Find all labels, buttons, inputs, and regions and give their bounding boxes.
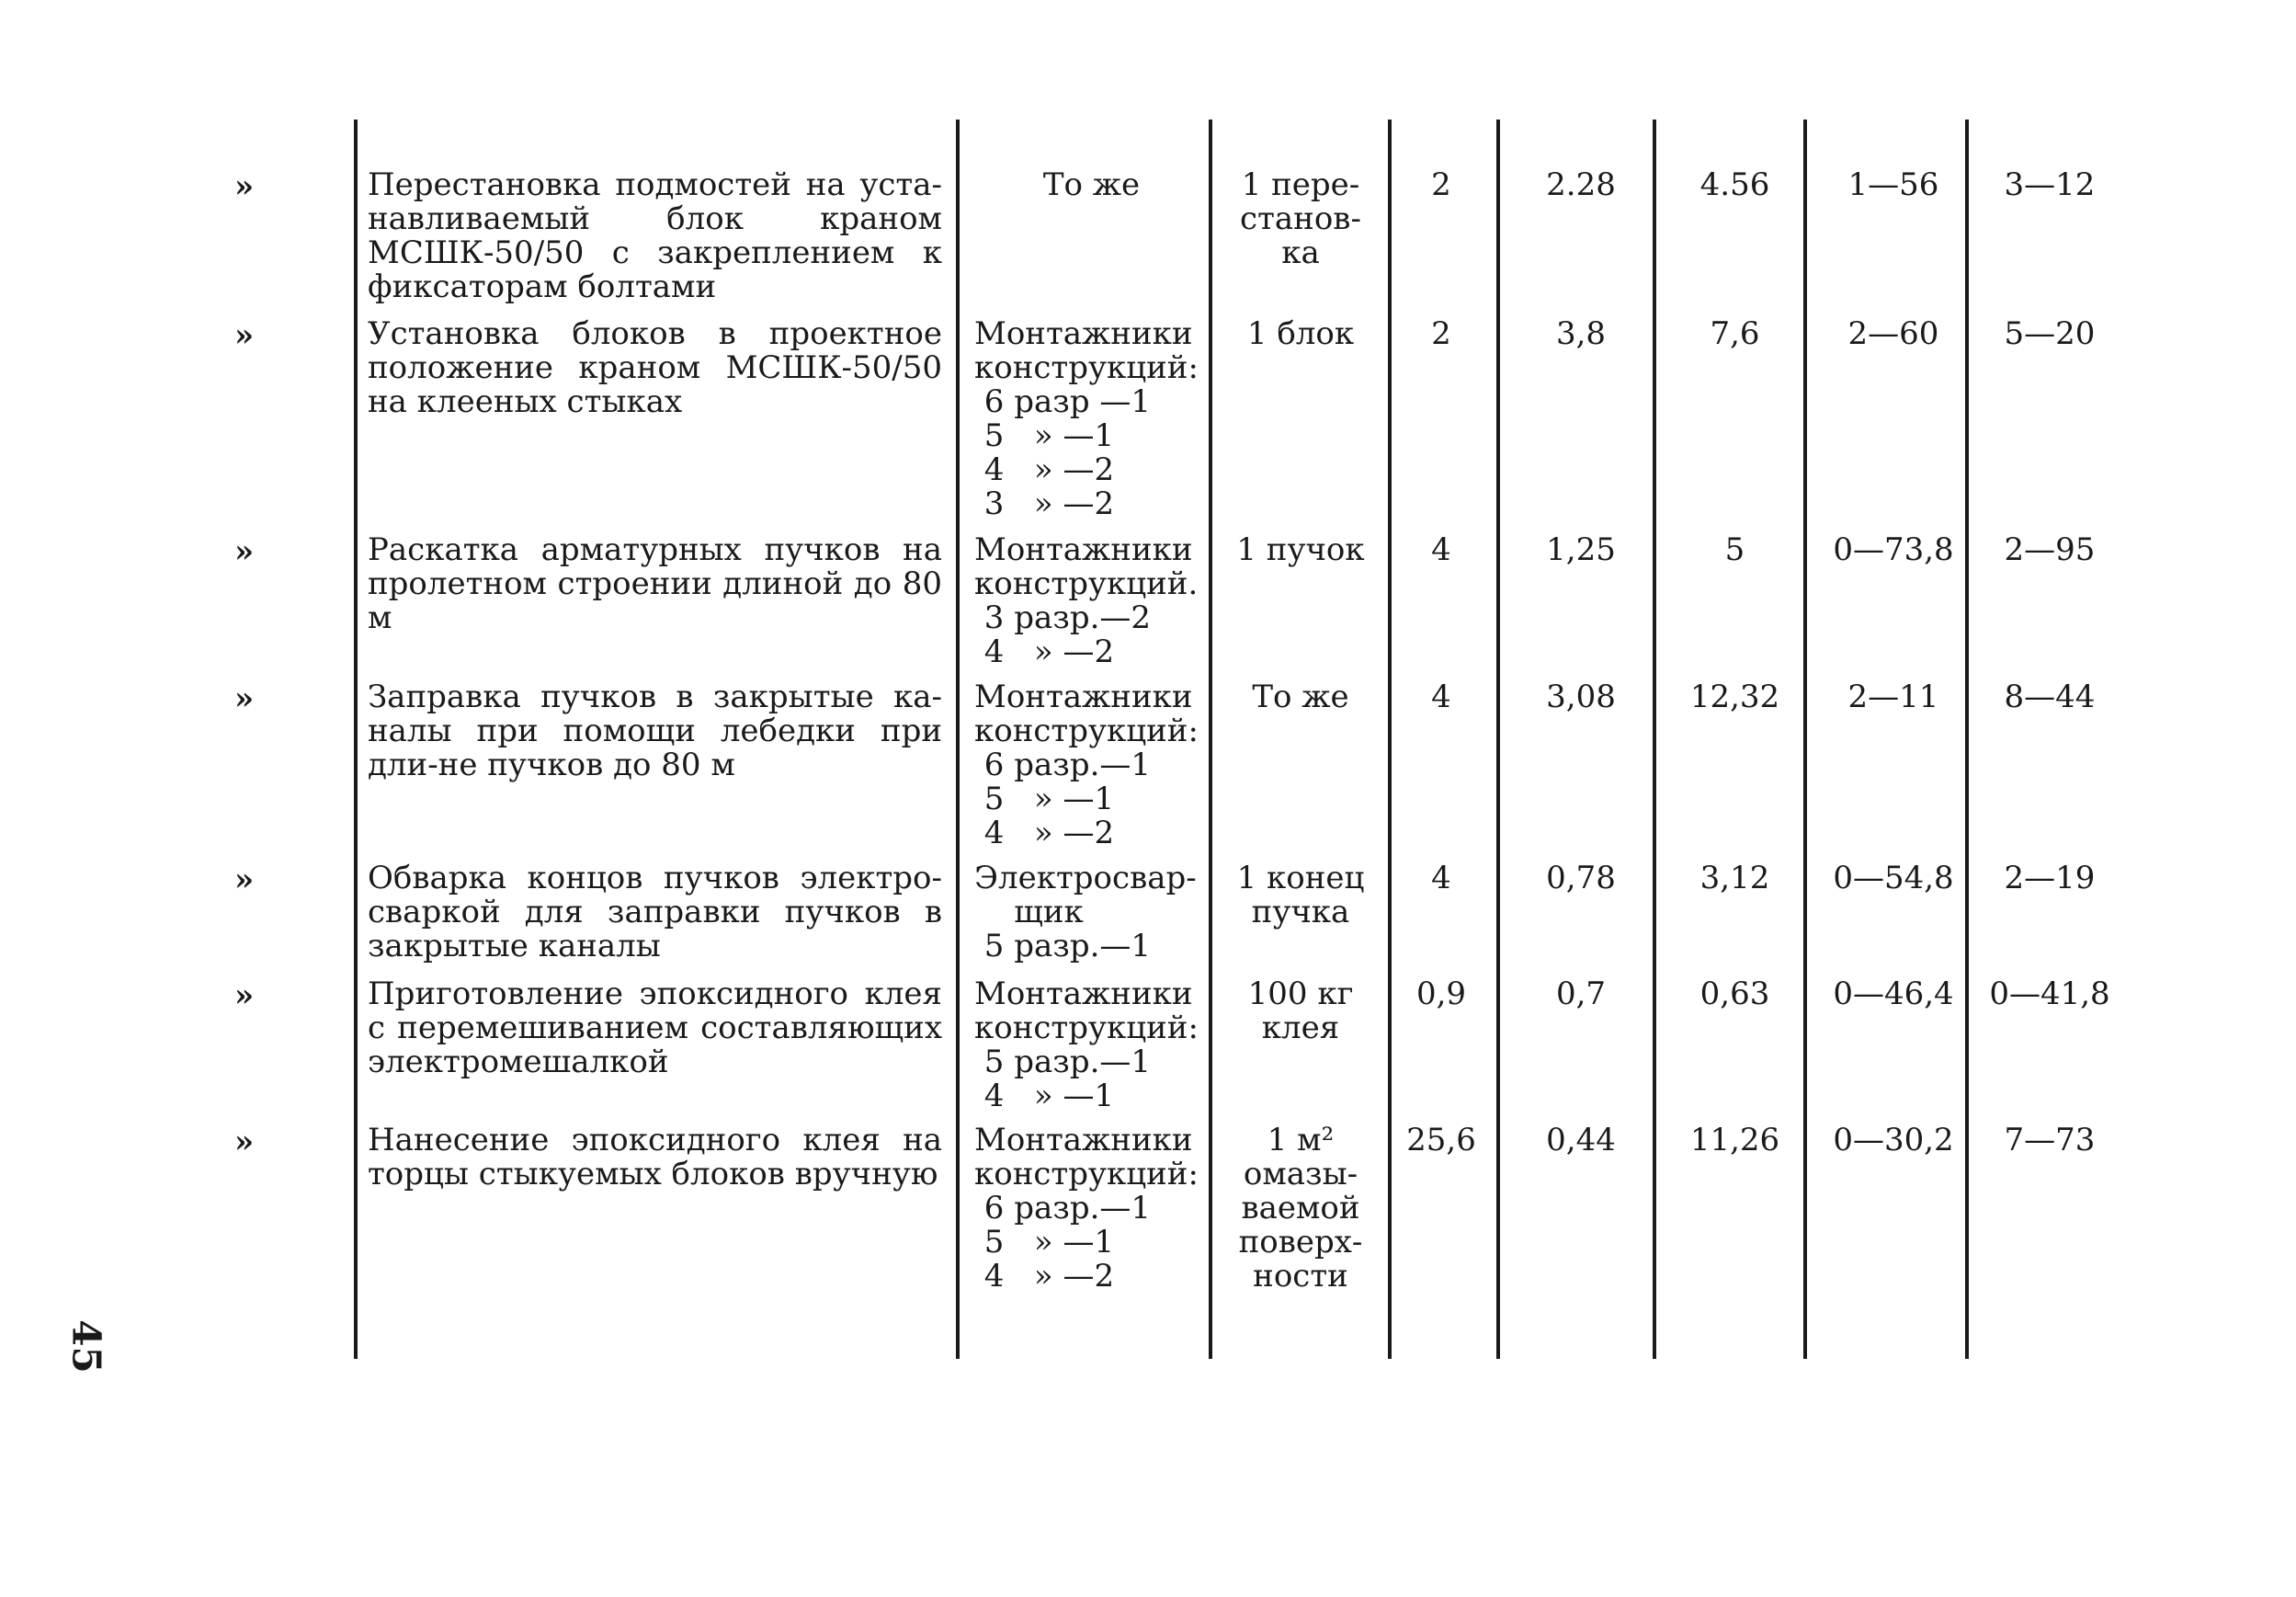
worker-composition: Монтажники конструкций. 3 разр.—2 4 » —2	[974, 531, 1199, 670]
work-description: Перестановка подмостей на уста-навливаемый блок краном МСШК-50/50 с закреплением к фиксаторам болтами	[368, 166, 942, 305]
work-description: Приготовление эпоксидного клея с перемешиванием составляющих электромешалкой	[368, 975, 942, 1080]
value-4: 2—11	[1847, 679, 1939, 715]
value-1: 2	[1431, 166, 1451, 203]
value-5: 2—95	[2004, 531, 2096, 568]
value-5: 3—12	[2004, 166, 2096, 203]
worker-composition: Электросвар- щик 5 разр.—1	[974, 860, 1197, 964]
value-2: 3,08	[1546, 679, 1616, 715]
value-1: 2	[1431, 315, 1451, 352]
column-rule	[354, 120, 358, 1359]
column-rule	[1803, 120, 1807, 1359]
value-5: 8—44	[2004, 679, 2096, 715]
ditto-mark: »	[234, 680, 255, 717]
page-number: 45	[63, 1319, 109, 1374]
work-description: Установка блоков в проектное положение краном МСШК-50/50 на клееных стыках	[368, 315, 942, 420]
value-2: 2.28	[1546, 166, 1616, 203]
value-5: 0—41,8	[1989, 975, 2110, 1012]
worker-composition: Монтажники конструкций: 6 разр.—1 5 » —1 4 » —2	[974, 1122, 1199, 1295]
column-rule	[1496, 120, 1500, 1359]
column-rule	[1653, 120, 1656, 1359]
worker-composition: Монтажники конструкций: 6 разр.—1 5 » —1 4 » —2	[974, 679, 1199, 851]
ditto-mark: »	[234, 317, 255, 354]
unit-measure: 1 блок	[1246, 315, 1355, 352]
unit-measure: 1 м² омазы- ваемой поверх- ности	[1238, 1122, 1363, 1295]
worker-composition: Монтажники конструкций: 6 разр —1 5 » —1 4 » —2 3 » —2	[974, 315, 1199, 522]
value-3: 11,26	[1689, 1122, 1780, 1158]
value-4: 0—30,2	[1833, 1122, 1954, 1158]
value-4: 0—54,8	[1833, 860, 1954, 896]
value-3: 0,63	[1699, 975, 1770, 1012]
work-description: Раскатка арматурных пучков на пролетном строении длиной до 80 м	[368, 531, 942, 636]
unit-measure: 1 конец пучка	[1236, 860, 1365, 930]
value-3: 7,6	[1710, 315, 1760, 352]
unit-measure: То же	[1252, 679, 1349, 715]
work-description: Нанесение эпоксидного клея на торцы стыкуемых блоков вручную	[368, 1122, 942, 1192]
ditto-mark: »	[234, 977, 255, 1014]
value-4: 0—46,4	[1833, 975, 1954, 1012]
value-3: 5	[1724, 531, 1745, 568]
value-5: 7—73	[2004, 1122, 2096, 1158]
column-rule	[956, 120, 960, 1359]
value-1: 25,6	[1406, 1122, 1476, 1158]
value-3: 12,32	[1689, 679, 1780, 715]
value-2: 3,8	[1555, 315, 1607, 352]
work-description: Обварка концов пучков электро-сваркой для заправки пучков в закрытые каналы	[368, 860, 942, 964]
value-1: 4	[1431, 531, 1451, 568]
ditto-mark: »	[234, 533, 255, 570]
value-1: 4	[1431, 860, 1451, 896]
value-2: 0,7	[1555, 975, 1607, 1012]
worker-composition: Монтажники конструкций: 5 разр.—1 4 » —1	[974, 975, 1199, 1114]
value-4: 1—56	[1847, 166, 1939, 203]
worker-composition: То же	[1042, 166, 1141, 203]
column-rule	[1965, 120, 1969, 1359]
ditto-mark: »	[234, 861, 255, 898]
column-rule	[1209, 120, 1212, 1359]
value-4: 0—73,8	[1833, 531, 1954, 568]
value-5: 2—19	[2004, 860, 2096, 896]
unit-measure: 1 пучок	[1236, 531, 1365, 568]
value-4: 2—60	[1847, 315, 1939, 352]
ditto-mark: »	[234, 1124, 255, 1160]
value-2: 1,25	[1546, 531, 1616, 568]
value-1: 4	[1431, 679, 1451, 715]
value-2: 0,78	[1546, 860, 1616, 896]
ditto-mark: »	[234, 168, 255, 205]
value-1: 0,9	[1415, 975, 1467, 1012]
unit-measure: 1 пере- станов- ка	[1240, 166, 1361, 271]
column-rule	[1388, 120, 1392, 1359]
unit-measure: 100 кг клея	[1247, 975, 1354, 1046]
value-5: 5—20	[2004, 315, 2096, 352]
value-3: 3,12	[1699, 860, 1770, 896]
value-3: 4.56	[1699, 166, 1770, 203]
value-2: 0,44	[1546, 1122, 1616, 1158]
work-description: Заправка пучков в закрытые ка-налы при помощи лебедки при дли-не пучков до 80 м	[368, 679, 942, 783]
